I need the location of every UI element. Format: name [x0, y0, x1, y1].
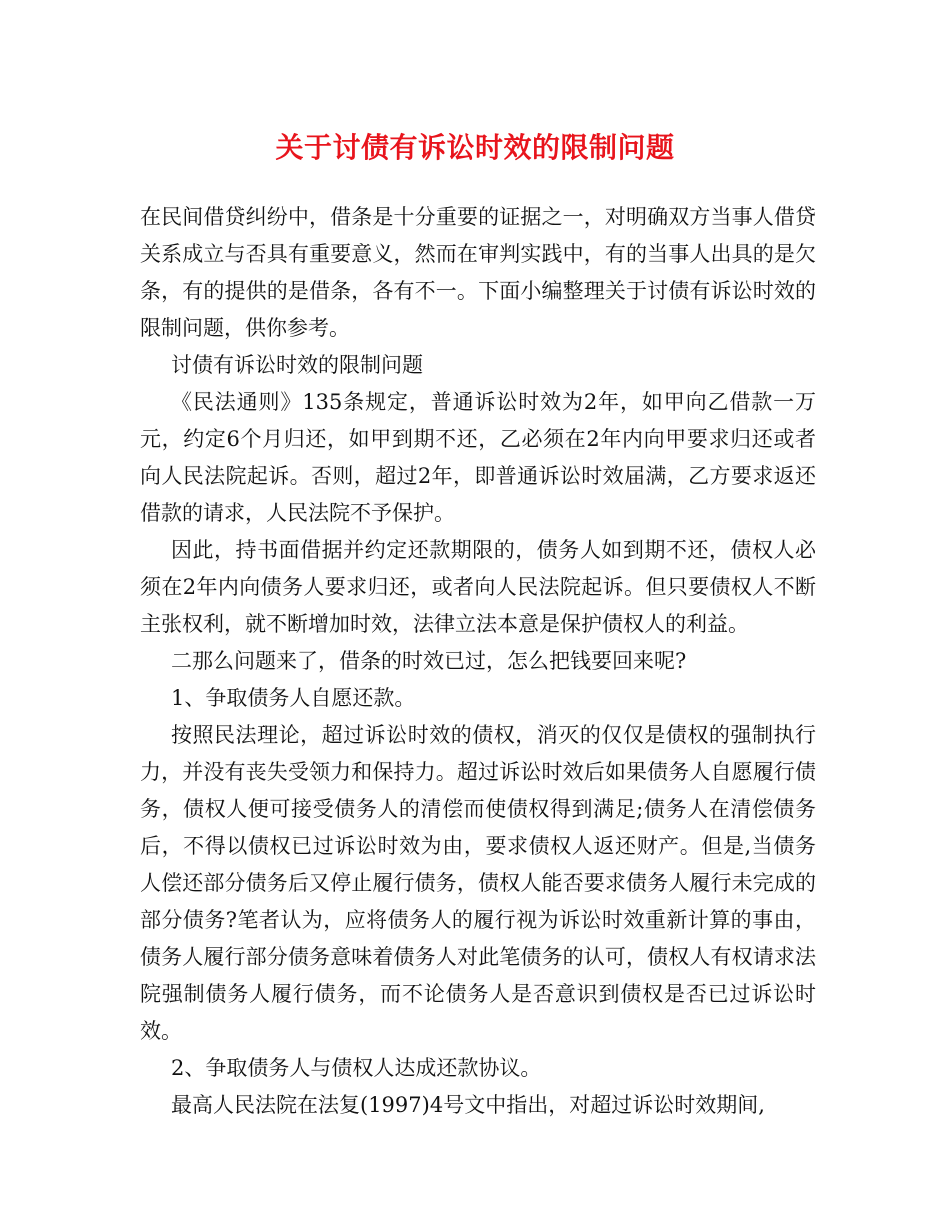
paragraph-point-2: 2、争取债务人与债权人达成还款协议。 — [171, 1056, 542, 1080]
paragraph-supreme-court: 最高人民法院在法复(1997)4号文中指出，对超过诉讼时效期间, — [171, 1093, 765, 1117]
document-title: 关于讨债有诉讼时效的限制问题 — [275, 131, 675, 164]
document-body — [140, 199, 816, 1124]
paragraph-civil-theory: 按照民法理论，超过诉讼时效的债权，消灭的仅仅是债权的强制执行力，并没有丧失受领力和保持力。超过诉讼时效后如果债务人自愿履行债务，债权人便可接受债务人的清偿而使债权得到满足;债务人在清偿债务后，不得以债权已过诉讼时效为由，要求债权人返还财产。但是,当债务人偿还部分债务后又停止履行债务，债权人能否要求债务人履行未完成的部分债务?笔者认为，应将债务人的履行视为诉讼时效重新计算的事由，债务人履行部分债务意味着债务人对此笔债务的认可，债权人有权请求法院强制债务人履行债务，而不论债务人是否意识到债权是否已过诉讼时效。 — [140, 723, 816, 1043]
paragraph-civil-law-135: 《民法通则》135条规定，普通诉讼时效为2年，如甲向乙借款一万元，约定6个月归还，如甲到期不还，乙必须在2年内向甲要求归还或者向人民法院起诉。否则，超过2年，即普通诉讼时效届满，乙方要求返还借款的请求，人民法院不予保护。 — [140, 390, 816, 525]
paragraph-therefore: 因此，持书面借据并约定还款期限的，债务人如到期不还，债权人必须在2年内向债务人要求归还，或者向人民法院起诉。但只要债权人不断主张权利，就不断增加时效，法律立法本意是保护债权人的利益。 — [140, 538, 816, 636]
paragraph-subheading: 讨债有诉讼时效的限制问题 — [171, 353, 423, 377]
paragraph-point-1: 1、争取债务人自愿还款。 — [171, 686, 416, 710]
paragraph-intro: 在民间借贷纠纷中，借条是十分重要的证据之一，对明确双方当事人借贷关系成立与否具有重要意义，然而在审判实践中，有的当事人出具的是欠条，有的提供的是借条，各有不一。下面小编整理关于讨债有诉讼时效的限制问题，供你参考。 — [140, 205, 816, 340]
paragraph-question: 二那么问题来了，借条的时效已过，怎么把钱要回来呢? — [171, 649, 687, 673]
